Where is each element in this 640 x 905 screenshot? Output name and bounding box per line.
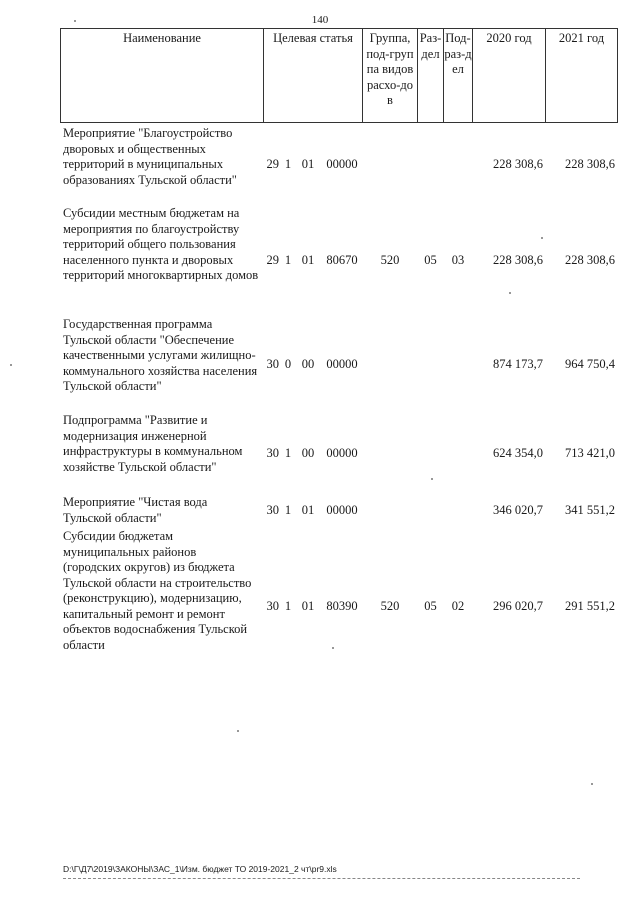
row-name: Подпрограмма "Развитие и модернизация инженерной инфраструктуры в коммунальном хозяйстве Тульской области": [63, 413, 243, 474]
scan-speck: [591, 783, 593, 785]
row-code-c: 01: [301, 503, 315, 517]
row-code-b: 1: [284, 503, 292, 517]
page-number: 140: [311, 14, 329, 26]
row-value-2021: 341 551,2: [565, 503, 615, 517]
row-value-2021: 228 308,6: [565, 253, 615, 267]
row-section: 05: [424, 253, 437, 267]
row-name: Мероприятие "Благоустройство дворовых и общественных территорий в муниципальных образованиях Тульской области": [63, 126, 237, 187]
row-code-c: 01: [301, 157, 315, 171]
row-code-d: 80670: [326, 253, 358, 267]
row-code-a: 29: [266, 253, 279, 267]
header-subsection: Под-раз-дел: [444, 31, 472, 76]
row-section: 05: [424, 599, 437, 613]
scan-speck: [431, 478, 433, 480]
row-name: Субсидии бюджетам муниципальных районов (городских округов) из бюджета Тульской области на строительство (реконструкцию), модернизацию, капитальный ремонт и ремонт объектов водоснабжения Тульской области: [63, 529, 252, 652]
row-code-a: 30: [266, 599, 279, 613]
row-code-b: 1: [284, 599, 292, 613]
row-subsection: 03: [451, 253, 465, 267]
row-name: Мероприятие "Чистая вода Тульской области": [63, 495, 208, 525]
scan-speck: [10, 364, 12, 366]
row-code-d: 00000: [326, 446, 358, 460]
header-expense-group: Группа, под-группа видов расхо-дов: [366, 31, 414, 107]
row-value-2020: 228 308,6: [493, 157, 543, 171]
row-value-2020: 296 020,7: [493, 599, 543, 613]
row-expense-group: 520: [380, 253, 400, 267]
row-code-a: 30: [266, 503, 279, 517]
footer-rule: [63, 878, 580, 879]
row-code-d: 80390: [326, 599, 358, 613]
row-value-2021: 228 308,6: [565, 157, 615, 171]
row-code-a: 30: [266, 357, 279, 371]
row-code-a: 30: [266, 446, 279, 460]
row-code-d: 00000: [326, 157, 358, 171]
row-value-2020: 624 354,0: [493, 446, 543, 460]
scan-speck: [509, 292, 511, 294]
row-code-a: 29: [266, 157, 279, 171]
header-bottom-border: [60, 122, 618, 123]
footer-file-path: D:\Г\Д7\2019\ЗАКОНЫ\ЗАС_1\Изм. бюджет ТО 2019-2021_2 чт\pr9.xls: [63, 864, 337, 874]
row-code-b: 1: [284, 157, 292, 171]
header-year-2020: 2020 год: [486, 31, 532, 45]
row-code-d: 00000: [326, 503, 358, 517]
header-divider: [362, 28, 363, 123]
row-code-c: 01: [301, 599, 315, 613]
header-target-article: Целевая статья: [273, 31, 353, 45]
scan-speck: [541, 237, 543, 239]
header-section: Раз-дел: [419, 31, 442, 61]
row-code-b: 1: [284, 446, 292, 460]
row-value-2021: 291 551,2: [565, 599, 615, 613]
row-code-b: 1: [284, 253, 292, 267]
header-top-border: [60, 28, 618, 29]
row-name: Государственная программа Тульской области "Обеспечение качественными услугами жилищно-коммунального хозяйства населения Тульской области": [63, 317, 258, 393]
row-code-c: 00: [301, 446, 315, 460]
row-code-d: 00000: [326, 357, 358, 371]
row-code-c: 01: [301, 253, 315, 267]
scan-speck: [237, 730, 239, 732]
row-value-2020: 346 020,7: [493, 503, 543, 517]
row-name: Субсидии местным бюджетам на мероприятия по благоустройству территорий общего пользования населенного пункта и дворовых территорий многоквартирных домов: [63, 206, 259, 282]
row-subsection: 02: [451, 599, 465, 613]
row-value-2021: 713 421,0: [565, 446, 615, 460]
row-value-2020: 874 173,7: [493, 357, 543, 371]
header-name: Наименование: [123, 31, 201, 45]
row-code-b: 0: [284, 357, 292, 371]
row-expense-group: 520: [380, 599, 400, 613]
row-value-2020: 228 308,6: [493, 253, 543, 267]
row-code-c: 00: [301, 357, 315, 371]
scan-speck: [74, 20, 76, 22]
scan-speck: [332, 647, 334, 649]
header-year-2021: 2021 год: [558, 31, 605, 45]
row-value-2021: 964 750,4: [565, 357, 615, 371]
header-divider: [617, 28, 618, 123]
